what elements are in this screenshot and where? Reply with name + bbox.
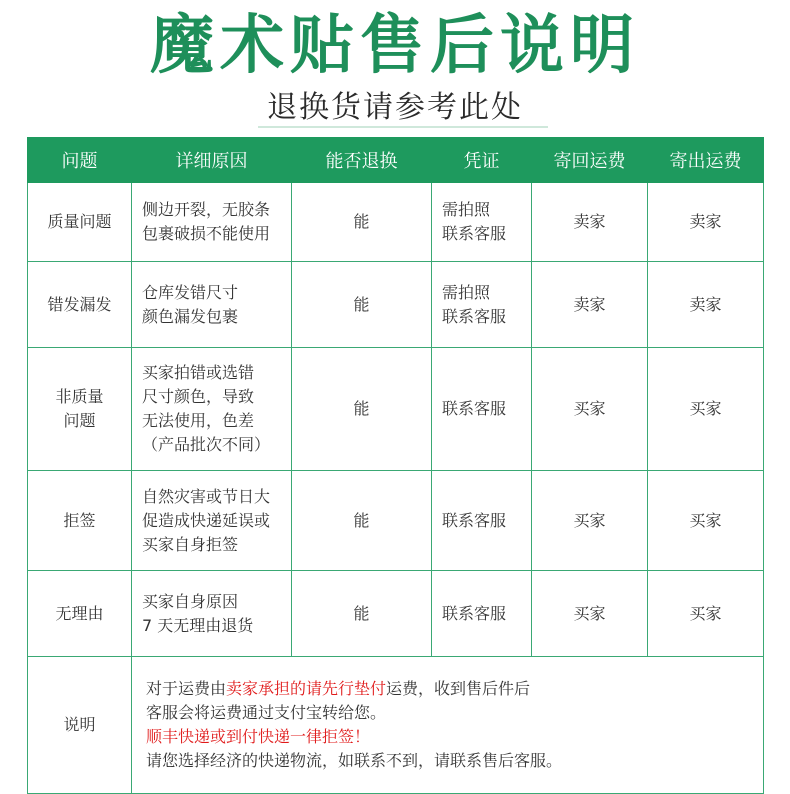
cell-return-fee: 买家 [532, 348, 648, 471]
col-header-reason: 详细原因 [132, 138, 292, 183]
cell-reason: 买家拍错或选错 尺寸颜色，导致 无法使用，色差 （产品批次不同） [132, 348, 292, 471]
table-row [28, 471, 764, 571]
cell-issue: 非质量 问题 [28, 348, 132, 471]
col-header-proof: 凭证 [432, 138, 532, 183]
cell-reason: 侧边开裂，无胶条 包裹破损不能使用 [132, 183, 292, 262]
note-line-1 [146, 677, 762, 701]
cell-return-fee: 卖家 [532, 262, 648, 348]
cell-proof: 联系客服 [432, 571, 532, 657]
after-sales-table [27, 137, 764, 794]
cell-returnable: 能 [292, 262, 432, 348]
cell-returnable: 能 [292, 183, 432, 262]
cell-return-fee: 卖家 [532, 183, 648, 262]
cell-issue: 拒签 [28, 471, 132, 571]
note-line-3-warning: 顺丰快递或到付快递一律拒签！ [146, 727, 371, 746]
cell-issue: 质量问题 [28, 183, 132, 262]
note-label: 说明 [28, 657, 132, 794]
cell-returnable: 能 [292, 571, 432, 657]
cell-ship-fee: 买家 [648, 348, 764, 471]
note-line-4: 请您选择经济的快递物流，如联系不到，请联系售后客服。 [146, 751, 563, 770]
cell-proof: 需拍照 联系客服 [432, 183, 532, 262]
table-row [28, 183, 764, 262]
col-header-ship-fee: 寄出运费 [648, 138, 764, 183]
cell-reason: 买家自身原因 7 天无理由退货 [132, 571, 292, 657]
note-content [132, 657, 764, 794]
cell-proof: 联系客服 [432, 348, 532, 471]
cell-returnable: 能 [292, 348, 432, 471]
page-subtitle: 退换货请参考此处 [267, 90, 523, 125]
table-row [28, 571, 764, 657]
table-header-row [28, 138, 764, 183]
cell-proof: 联系客服 [432, 471, 532, 571]
cell-ship-fee: 卖家 [648, 183, 764, 262]
note-highlight-seller: 卖家承担的请先行垫付 [226, 679, 387, 698]
page-title: 魔术贴售后说明 [150, 8, 640, 83]
table-row [28, 262, 764, 348]
note-line-1a: 对于运费由 [146, 679, 227, 698]
cell-issue: 错发漏发 [28, 262, 132, 348]
cell-reason: 自然灾害或节日大 促造成快递延误或 买家自身拒签 [132, 471, 292, 571]
cell-ship-fee: 卖家 [648, 262, 764, 348]
col-header-return-fee: 寄回运费 [532, 138, 648, 183]
cell-return-fee: 买家 [532, 471, 648, 571]
cell-ship-fee: 买家 [648, 471, 764, 571]
cell-ship-fee: 买家 [648, 571, 764, 657]
cell-proof: 需拍照 联系客服 [432, 262, 532, 348]
cell-returnable: 能 [292, 471, 432, 571]
note-line-1c: 运费，收到售后件后 [386, 679, 531, 698]
table-row [28, 348, 764, 471]
cell-reason: 仓库发错尺寸 颜色漏发包裹 [132, 262, 292, 348]
cell-issue: 无理由 [28, 571, 132, 657]
note-row [28, 657, 764, 794]
cell-return-fee: 买家 [532, 571, 648, 657]
subtitle-underline [258, 126, 548, 128]
col-header-returnable: 能否退换 [292, 138, 432, 183]
col-header-issue: 问题 [28, 138, 132, 183]
note-line-2: 客服会将运费通过支付宝转给您。 [146, 703, 387, 722]
